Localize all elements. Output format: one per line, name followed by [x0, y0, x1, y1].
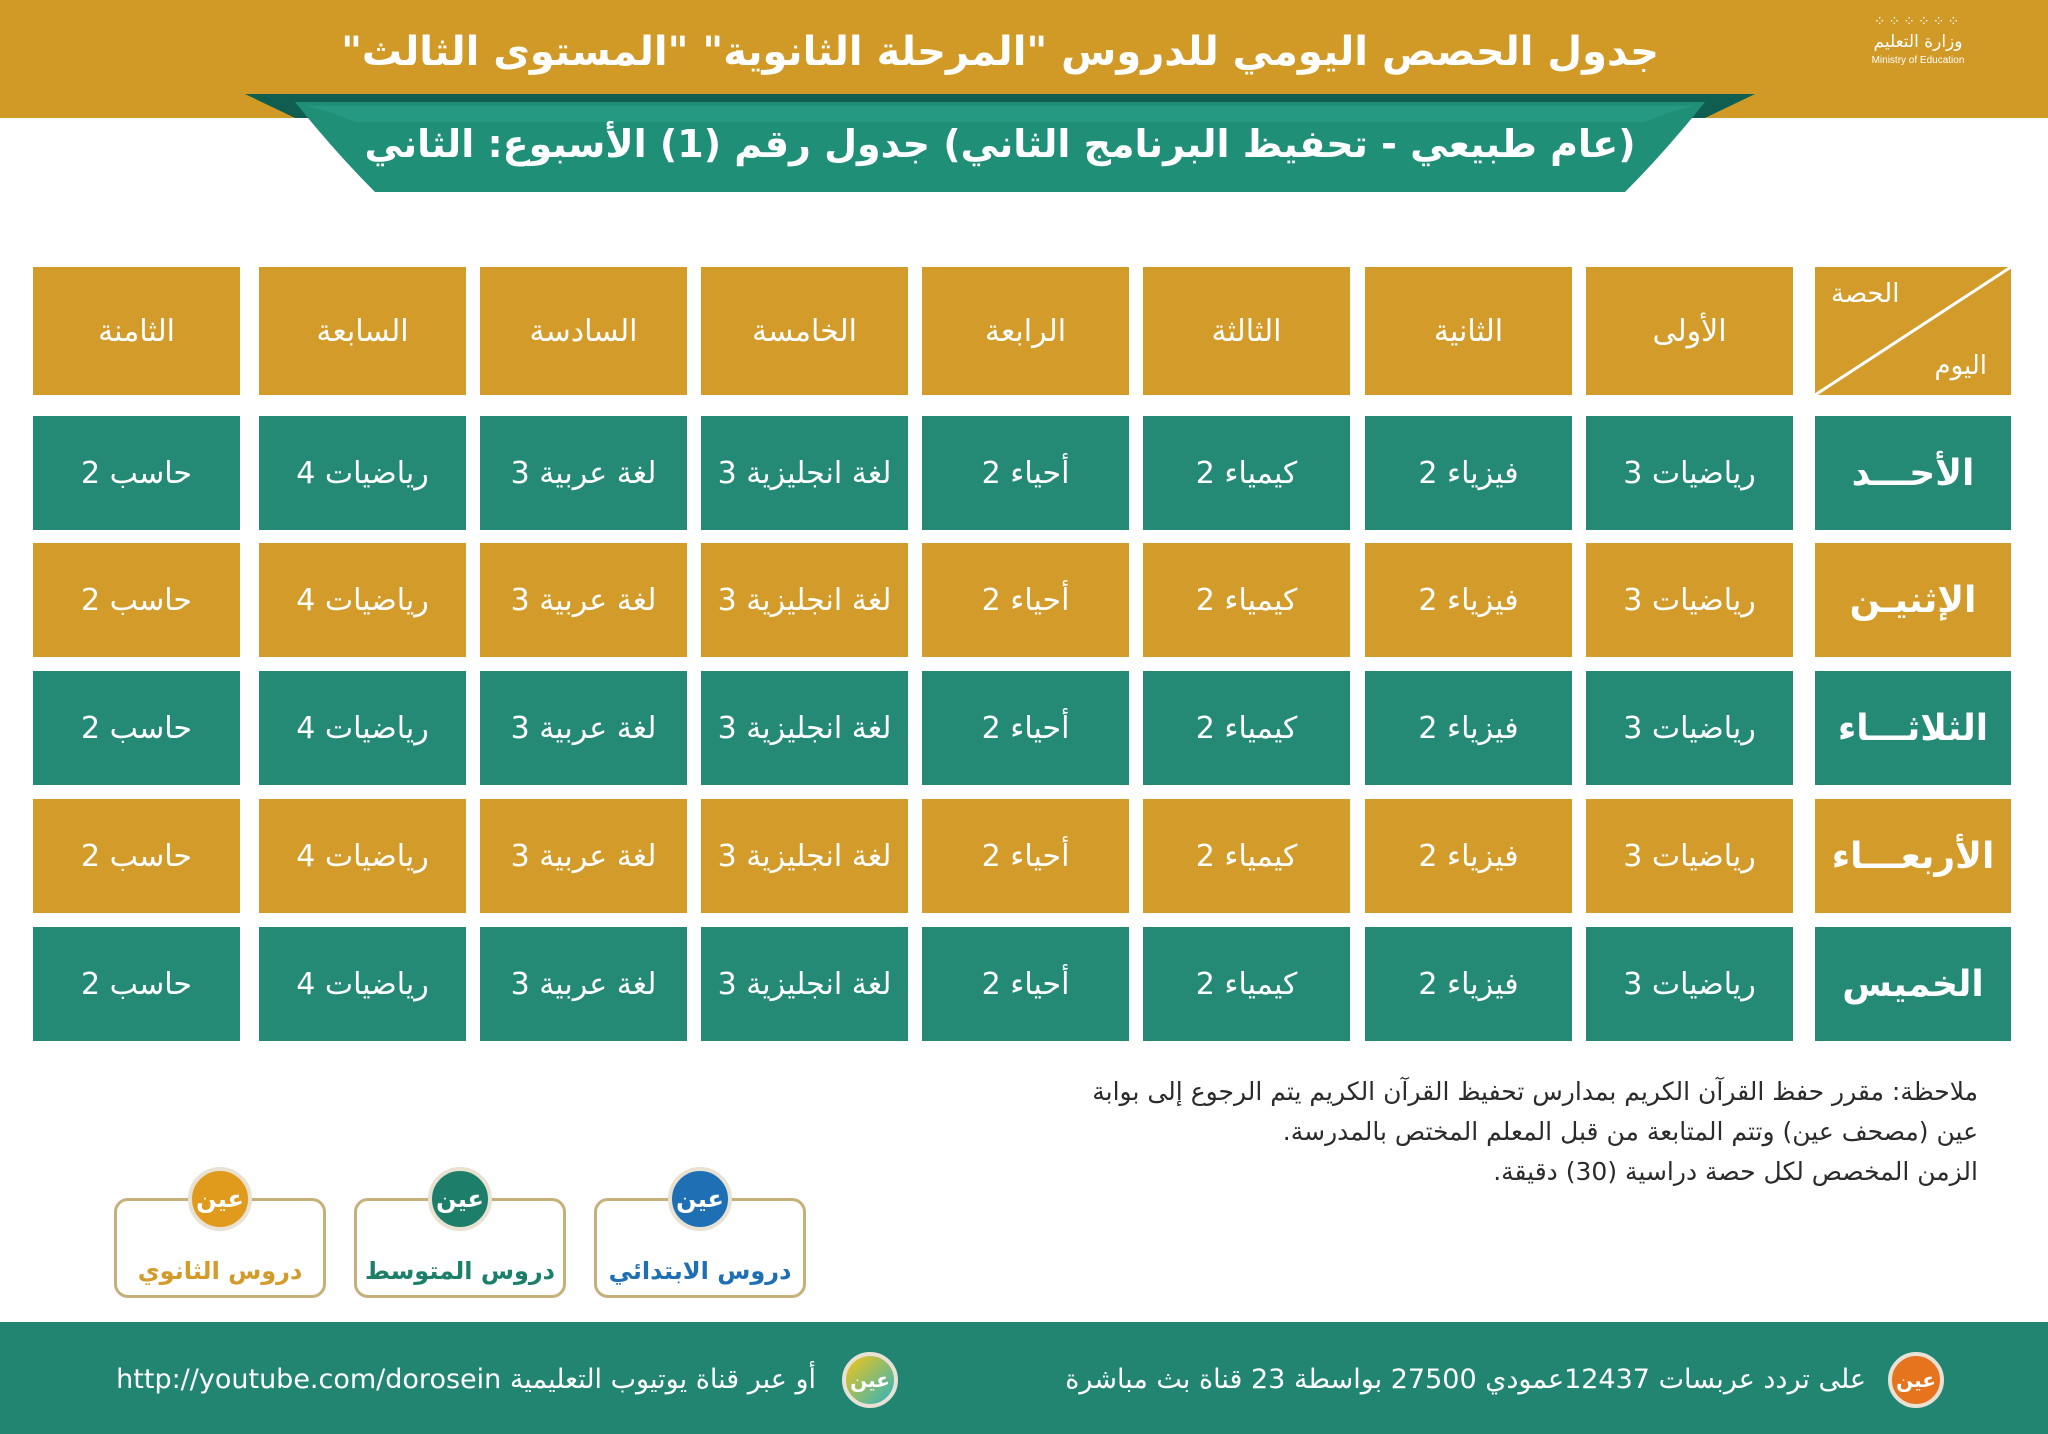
youtube-link[interactable]: أو عبر قناة يوتيوب التعليمية http://youtube.com/dorosein — [116, 1364, 816, 1395]
period-header: الخامسة — [701, 267, 908, 395]
badge-label: دروس الابتدائي — [608, 1257, 792, 1285]
page-title: جدول الحصص اليومي للدروس "المرحلة الثانوية" "المستوى الثالث" — [341, 29, 1659, 75]
day-label: الثلاثـــاء — [1815, 671, 2011, 785]
lesson-cell: فيزياء 2 — [1365, 543, 1572, 657]
day-label: الأربعـــاء — [1815, 799, 2011, 913]
ministry-name-ar: وزارة التعليم — [1873, 32, 1963, 52]
lesson-cell: فيزياء 2 — [1365, 927, 1572, 1041]
lesson-cell: رياضيات 4 — [259, 671, 466, 785]
lesson-cell: كيمياء 2 — [1143, 927, 1350, 1041]
corner-period-label: الحصة — [1831, 279, 1900, 309]
lesson-cell: فيزياء 2 — [1365, 416, 1572, 530]
note-line: ملاحظة: مقرر حفظ القرآن الكريم بمدارس تحفيظ القرآن الكريم يتم الرجوع إلى بوابة — [1092, 1077, 1978, 1106]
lesson-cell: أحياء 2 — [922, 416, 1129, 530]
lesson-cell: لغة انجليزية 3 — [701, 416, 908, 530]
lesson-cell: أحياء 2 — [922, 671, 1129, 785]
badge-elementary[interactable] — [594, 1185, 806, 1298]
period-header: السابعة — [259, 267, 466, 395]
lesson-cell: رياضيات 3 — [1586, 799, 1793, 913]
day-label: الخميس — [1815, 927, 2011, 1041]
lesson-cell: لغة عربية 3 — [480, 927, 687, 1041]
period-header: الرابعة — [922, 267, 1129, 395]
day-label: الأحـــد — [1815, 416, 2011, 530]
lesson-cell: لغة انجليزية 3 — [701, 543, 908, 657]
lesson-cell: لغة عربية 3 — [480, 671, 687, 785]
ain-channel-logo-icon: عين — [1888, 1352, 1944, 1408]
lesson-cell: أحياء 2 — [922, 543, 1129, 657]
broadcast-info: على تردد عربسات 12437عمودي 27500 بواسطة 23 قناة بث مباشرة — [1065, 1364, 1866, 1395]
lesson-cell: حاسب 2 — [33, 799, 240, 913]
lesson-cell: رياضيات 4 — [259, 543, 466, 657]
lesson-cell: رياضيات 3 — [1586, 927, 1793, 1041]
lesson-cell: كيمياء 2 — [1143, 416, 1350, 530]
lesson-cell: كيمياء 2 — [1143, 799, 1350, 913]
corner-header — [1815, 267, 2011, 395]
subtitle: (عام طبيعي - تحفيظ البرنامج الثاني) جدول رقم (1) الأسبوع: الثاني — [364, 122, 1636, 166]
lesson-cell: رياضيات 4 — [259, 799, 466, 913]
footer-bar — [0, 1322, 2048, 1434]
lesson-cell: لغة انجليزية 3 — [701, 927, 908, 1041]
ain-logo-icon: عين — [428, 1167, 492, 1231]
lesson-cell: لغة انجليزية 3 — [701, 671, 908, 785]
lesson-cell: أحياء 2 — [922, 927, 1129, 1041]
badge-label: دروس الثانوي — [137, 1257, 303, 1285]
ministry-name-en: Ministry of Education — [1871, 55, 1965, 66]
period-header: الأولى — [1586, 267, 1793, 395]
lesson-cell: حاسب 2 — [33, 671, 240, 785]
lesson-cell: لغة عربية 3 — [480, 543, 687, 657]
period-header: الثالثة — [1143, 267, 1350, 395]
note-line: عين (مصحف عين) وتتم المتابعة من قبل المعلم المختص بالمدرسة. — [1282, 1117, 1978, 1146]
lesson-cell: لغة عربية 3 — [480, 799, 687, 913]
lesson-cell: فيزياء 2 — [1365, 671, 1572, 785]
lesson-cell: رياضيات 3 — [1586, 543, 1793, 657]
badge-label: دروس المتوسط — [365, 1257, 555, 1285]
period-header: الثامنة — [33, 267, 240, 395]
notes — [978, 1072, 1978, 1192]
lesson-cell: لغة عربية 3 — [480, 416, 687, 530]
ain-logo-icon: عين — [668, 1167, 732, 1231]
ain-youtube-logo-icon: عين — [842, 1352, 898, 1408]
ain-logo-icon: عين — [188, 1167, 252, 1231]
period-header: الثانية — [1365, 267, 1572, 395]
lesson-cell: أحياء 2 — [922, 799, 1129, 913]
lesson-cell: لغة انجليزية 3 — [701, 799, 908, 913]
badge-intermediate[interactable] — [354, 1185, 566, 1298]
lesson-cell: حاسب 2 — [33, 927, 240, 1041]
day-label: الإثنيـن — [1815, 543, 2011, 657]
lesson-cell: حاسب 2 — [33, 543, 240, 657]
period-header: السادسة — [480, 267, 687, 395]
lesson-cell: رياضيات 3 — [1586, 671, 1793, 785]
lesson-cell: رياضيات 4 — [259, 416, 466, 530]
lesson-cell: فيزياء 2 — [1365, 799, 1572, 913]
lesson-cell: كيمياء 2 — [1143, 671, 1350, 785]
ministry-dots-icon: ⁘⁘⁘⁘⁘⁘ — [1873, 14, 1963, 30]
lesson-cell: حاسب 2 — [33, 416, 240, 530]
lesson-cell: رياضيات 3 — [1586, 416, 1793, 530]
lesson-cell: كيمياء 2 — [1143, 543, 1350, 657]
lesson-cell: رياضيات 4 — [259, 927, 466, 1041]
badge-secondary[interactable] — [114, 1185, 326, 1298]
corner-day-label: اليوم — [1934, 351, 1987, 381]
note-line: الزمن المخصص لكل حصة دراسية (30) دقيقة. — [1493, 1157, 1978, 1186]
